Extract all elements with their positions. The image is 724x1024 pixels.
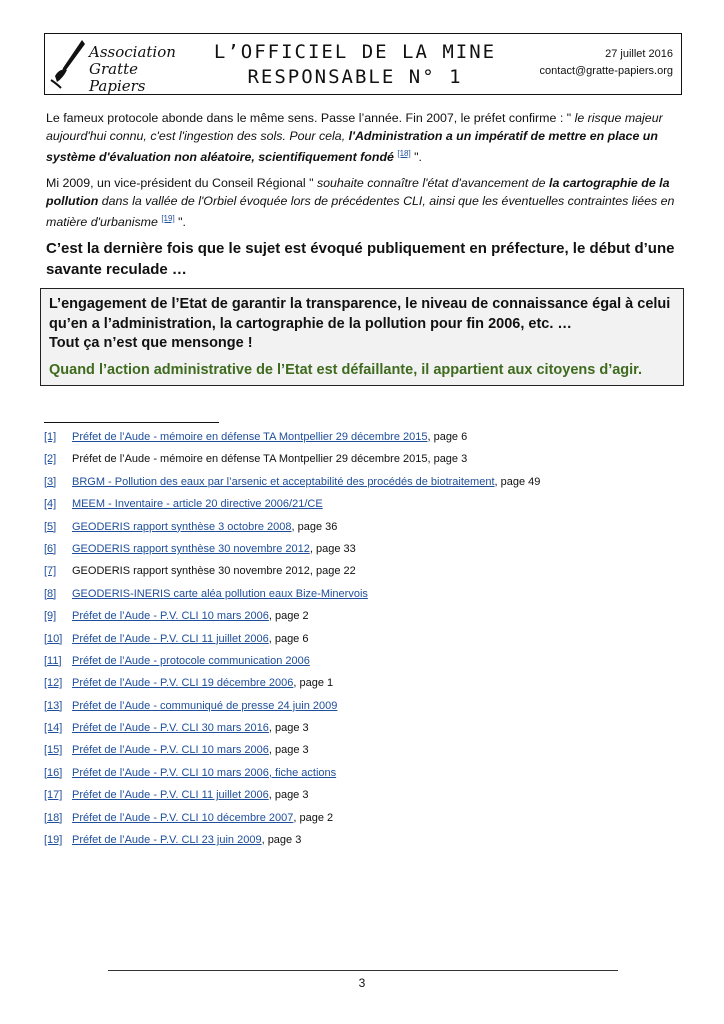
- footnote-link[interactable]: Préfet de l’Aude - communiqué de presse 24 juin 2009: [72, 699, 338, 712]
- footnote-link[interactable]: MEEM - Inventaire - article 20 directive 2006/21/CE: [72, 498, 323, 511]
- footnote-number[interactable]: [10]: [44, 632, 63, 645]
- footnote-page: , page 2: [268, 610, 309, 623]
- title-line2: RESPONSABLE N° 1: [247, 66, 463, 88]
- p2-text-e: ".: [174, 215, 186, 230]
- footnote-item: [44, 743, 540, 765]
- page-number: 3: [358, 976, 366, 990]
- title-line1: L’OFFICIEL DE LA MINE: [213, 41, 497, 63]
- footnote-page: , page 49: [494, 475, 541, 488]
- footnote-number[interactable]: [18]: [44, 811, 63, 824]
- quill-pen-icon: [49, 38, 89, 90]
- p2-text-a: Mi 2009, un vice-président du Conseil Régional ": [46, 176, 317, 190]
- footnote-page: , page 33: [309, 542, 356, 555]
- footnote-number[interactable]: [15]: [44, 744, 63, 757]
- p1-quote-italic: le risque majeur aujourd'hui connu, c'est l'ingestion des sols. Pour cela,: [46, 111, 663, 143]
- footnote-page: , page 1: [293, 677, 334, 690]
- footnote-page: , page 6: [268, 632, 309, 645]
- footnote-page: , page 6: [427, 431, 468, 443]
- footnote-number[interactable]: [17]: [44, 789, 63, 802]
- box-line1: L’engagement de l’Etat de garantir la transparence, le niveau de connaissance égal à celui qu’en a l’administration, la cartographie de la pollution pour fin 2006, etc. …: [49, 296, 671, 332]
- highlight-box: [40, 288, 684, 386]
- footnote-number[interactable]: [1]: [44, 431, 57, 443]
- footnote-link[interactable]: Préfet de l’Aude - P.V. CLI 10 décembre 2007: [72, 811, 294, 824]
- footnote-link[interactable]: Préfet de l’Aude - P.V. CLI 10 mars 2006: [72, 744, 269, 757]
- footnote-list: [44, 430, 540, 855]
- footnote-number[interactable]: [5]: [44, 520, 57, 533]
- footnote-number[interactable]: [12]: [44, 677, 63, 690]
- footnote-item: [44, 587, 540, 609]
- p1-text-d: ".: [410, 150, 422, 165]
- p1-text-a: Le fameux protocole abonde dans le même sens. Passe l’année. Fin 2007, le préfet confirme : ": [46, 111, 575, 125]
- logo-text-line1: Association: [89, 43, 176, 61]
- footnote-number[interactable]: [8]: [44, 587, 57, 600]
- footnote-number[interactable]: [19]: [44, 834, 63, 847]
- footnote-item: [44, 833, 540, 855]
- paragraph-conclusion: C’est la dernière fois que le sujet est évoqué publiquement en préfecture, le début d’une savante reculade …: [46, 240, 675, 278]
- p2-quote-italic-2: dans la vallée de l'Orbiel évoquée lors de précédentes CLI, ainsi que les éventuelles contraintes liées en matière d'urbanisme: [46, 193, 675, 230]
- footnote-item: [44, 564, 540, 586]
- association-logo: [49, 38, 176, 95]
- footnote-link[interactable]: Préfet de l’Aude - mémoire en défense TA Montpellier 29 décembre 2015: [72, 431, 428, 443]
- footnote-link[interactable]: GEODERIS-INERIS carte aléa pollution eaux Bize-Minervois: [72, 587, 368, 600]
- newsletter-title: [195, 40, 515, 90]
- footnote-item: [44, 676, 540, 698]
- footnote-number[interactable]: [4]: [44, 498, 57, 511]
- footnote-number[interactable]: [13]: [44, 699, 63, 712]
- footnote-link[interactable]: BRGM - Pollution des eaux par l’arsenic et acceptabilité des procédés de biotraitement: [72, 475, 495, 488]
- p2-quote-italic: souhaite connaître l'état d'avancement de: [316, 176, 549, 190]
- footnote-number[interactable]: [7]: [44, 565, 57, 578]
- footnote-link[interactable]: Préfet de l’Aude - P.V. CLI 30 mars 2016: [72, 722, 269, 735]
- footnote-number[interactable]: [16]: [44, 766, 63, 779]
- footnote-number[interactable]: [9]: [44, 610, 57, 623]
- footnote-link[interactable]: Préfet de l’Aude - P.V. CLI 11 juillet 2006: [72, 632, 269, 645]
- footnote-item: [44, 788, 540, 810]
- footnote-item: [44, 542, 540, 564]
- p2-quote-bold: la cartographie de la pollution: [46, 176, 670, 208]
- footnote-item: [44, 452, 540, 474]
- footnote-link[interactable]: Préfet de l’Aude - protocole communication 2006: [72, 654, 310, 667]
- footnote-item: [44, 654, 540, 676]
- footnote-item: [44, 811, 540, 833]
- footnote-ref-19[interactable]: [19]: [161, 214, 175, 223]
- footnote-link[interactable]: Préfet de l’Aude - P.V. CLI 11 juillet 2006: [72, 789, 269, 802]
- footnote-link[interactable]: Préfet de l’Aude - P.V. CLI 23 juin 2009: [72, 834, 262, 847]
- footnote-text: GEODERIS rapport synthèse 30 novembre 2012, page 22: [72, 565, 356, 578]
- footnote-item: [44, 721, 540, 743]
- footnote-link[interactable]: Préfet de l’Aude - P.V. CLI 19 décembre 2006: [72, 677, 294, 690]
- footnote-page: , page 3: [261, 834, 302, 847]
- box-line2: Tout ça n’est que mensonge !: [49, 335, 253, 351]
- footnote-number[interactable]: [2]: [44, 453, 57, 466]
- footnote-item: [44, 609, 540, 631]
- paragraph-vice-president: [46, 175, 682, 232]
- footnote-item: [44, 520, 540, 542]
- footnote-page: , page 36: [291, 520, 338, 533]
- footnote-number[interactable]: [3]: [44, 475, 57, 488]
- box-call-to-action: Quand l’action administrative de l’Etat est défaillante, il appartient aux citoyens d’agir.: [49, 361, 643, 378]
- contact-email[interactable]: contact@gratte-papiers.org: [539, 65, 673, 77]
- footnote-item: [44, 497, 540, 519]
- footnote-text: Préfet de l’Aude - mémoire en défense TA Montpellier 29 décembre 2015, page 3: [72, 453, 468, 466]
- footer-rule: [108, 970, 618, 971]
- footnote-item: [44, 766, 540, 788]
- footnote-item: [44, 475, 540, 497]
- footnote-number[interactable]: [6]: [44, 542, 57, 555]
- footnote-link[interactable]: Préfet de l’Aude - P.V. CLI 10 mars 2006, fiche actions: [72, 766, 337, 779]
- page-header: [44, 33, 682, 95]
- paragraph-protocol: [46, 110, 682, 167]
- issue-date: 27 juillet 2016: [605, 48, 673, 60]
- header-meta: [540, 46, 673, 80]
- footnote-number[interactable]: [11]: [44, 654, 62, 667]
- footnote-page: , page 3: [268, 789, 309, 802]
- p1-quote-bold: l'Administration a un impératif de mettre en place un système d'évaluation non aléatoire, scientifiquement fondé: [46, 128, 658, 165]
- footnote-page: , page 2: [293, 811, 334, 824]
- footnote-link[interactable]: GEODERIS rapport synthèse 30 novembre 2012: [72, 542, 310, 555]
- logo-text-line2: Gratte Papiers: [89, 60, 146, 95]
- footnote-ref-18[interactable]: [18]: [397, 149, 411, 158]
- footnote-page: , page 3: [268, 744, 309, 757]
- footnote-separator: [44, 422, 219, 423]
- footnote-link[interactable]: GEODERIS rapport synthèse 3 octobre 2008: [72, 520, 292, 533]
- footnote-number[interactable]: [14]: [44, 722, 63, 735]
- footnote-link[interactable]: Préfet de l’Aude - P.V. CLI 10 mars 2006: [72, 610, 269, 623]
- footnote-page: , page 3: [268, 722, 309, 735]
- footnote-item: [44, 632, 540, 654]
- footnote-item: [44, 699, 540, 721]
- footnote-item: [44, 430, 540, 452]
